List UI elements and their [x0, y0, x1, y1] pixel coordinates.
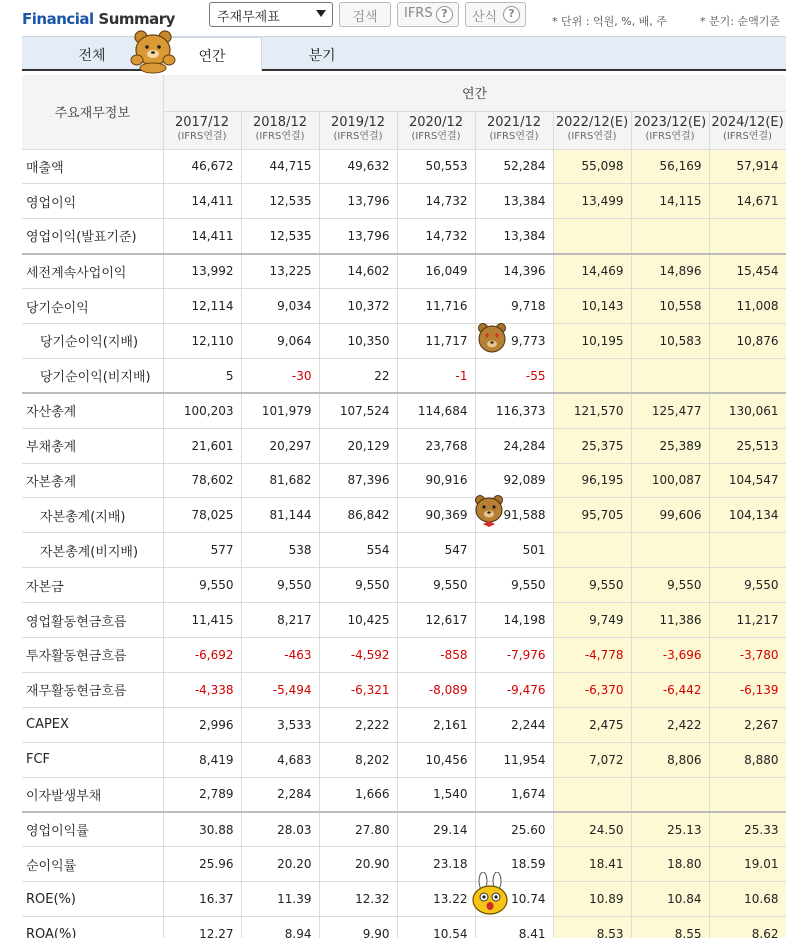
table-cell: 100,087: [631, 463, 709, 498]
table-row: [22, 882, 786, 917]
statement-select-value: 주재무제표: [217, 10, 280, 25]
table-cell: 92,089: [475, 463, 553, 498]
table-cell: 99,606: [631, 498, 709, 533]
table-cell: -7,976: [475, 637, 553, 672]
table-cell: 13,796: [319, 219, 397, 254]
table-cell: 125,477: [631, 393, 709, 428]
table-row: [22, 184, 786, 219]
year-basis-label: (IFRS연결): [333, 131, 383, 142]
table-cell: 10,195: [553, 323, 631, 358]
year-column-header: [475, 111, 553, 149]
financial-summary-table: [22, 75, 786, 938]
top-bar: [0, 0, 806, 36]
table-cell: 13,499: [553, 184, 631, 219]
table-cell: [709, 777, 786, 812]
table-cell: 10,143: [553, 289, 631, 324]
row-label: 영업활동현금흐름: [22, 603, 163, 638]
table-cell: 4,683: [241, 742, 319, 777]
table-cell: -55: [475, 358, 553, 393]
rabbit-mascot-icon: [468, 872, 512, 918]
row-label: 당기순이익(지배): [22, 323, 163, 358]
chevron-down-icon: [316, 10, 326, 17]
table-cell: 25.33: [709, 812, 786, 847]
row-label: 세전계속사업이익: [22, 254, 163, 289]
table-cell: 55,098: [553, 149, 631, 184]
table-cell: 29.14: [397, 812, 475, 847]
table-cell: [553, 533, 631, 568]
table-cell: -6,321: [319, 672, 397, 707]
row-label: 자산총계: [22, 393, 163, 428]
table-cell: 9,550: [709, 568, 786, 603]
table-cell: 547: [397, 533, 475, 568]
table-cell: 14,115: [631, 184, 709, 219]
table-cell: 9,749: [553, 603, 631, 638]
row-label: 영업이익(발표기준): [22, 219, 163, 254]
table-cell: 501: [475, 533, 553, 568]
table-cell: 14,469: [553, 254, 631, 289]
year-label: 2021/12: [486, 115, 541, 130]
heart-eyes-bear-icon: [476, 322, 508, 356]
table-cell: 10.68: [709, 882, 786, 917]
table-cell: 11,415: [163, 603, 241, 638]
table-cell: 52,284: [475, 149, 553, 184]
table-row: [22, 637, 786, 672]
row-label: ROA(%): [22, 917, 163, 938]
table-cell: 25.60: [475, 812, 553, 847]
year-label: 2023/12(E): [633, 115, 707, 130]
table-cell: 1,666: [319, 777, 397, 812]
table-row: [22, 777, 786, 812]
table-cell: 14,732: [397, 219, 475, 254]
table-cell: 9,773: [475, 323, 553, 358]
year-column-header: [553, 111, 631, 149]
table-cell: 21,601: [163, 428, 241, 463]
table-row: [22, 533, 786, 568]
row-label: 이자발생부채: [22, 777, 163, 812]
table-cell: 11.39: [241, 882, 319, 917]
table-cell: 30.88: [163, 812, 241, 847]
table-cell: 1,674: [475, 777, 553, 812]
table-cell: 13,384: [475, 219, 553, 254]
unit-note: * 단위 : 억원, %, 배, 주: [552, 15, 667, 28]
table-cell: 25,389: [631, 428, 709, 463]
table-cell: [631, 777, 709, 812]
table-cell: 100,203: [163, 393, 241, 428]
table-cell: 10,456: [397, 742, 475, 777]
table-cell: 104,547: [709, 463, 786, 498]
year-column-header: [631, 111, 709, 149]
quarter-note: * 분기: 순액기준: [700, 15, 780, 28]
table-cell: 15,454: [709, 254, 786, 289]
row-label: 영업이익: [22, 184, 163, 219]
table-cell: 22: [319, 358, 397, 393]
search-button[interactable]: 검색: [339, 2, 391, 27]
year-column-header: [163, 111, 241, 149]
table-cell: 2,267: [709, 707, 786, 742]
table-cell: 25,375: [553, 428, 631, 463]
table-row: [22, 672, 786, 707]
table-cell: 10,425: [319, 603, 397, 638]
table-cell: [631, 533, 709, 568]
table-cell: 9.90: [319, 917, 397, 938]
label-column-header: 주요재무정보: [22, 75, 163, 149]
table-cell: 13.22: [397, 882, 475, 917]
table-cell: 7,072: [553, 742, 631, 777]
table-cell: 9,550: [241, 568, 319, 603]
year-label: 2019/12: [330, 115, 385, 130]
row-label: 부채총계: [22, 428, 163, 463]
help-icon: ?: [503, 6, 520, 23]
row-label: 자본금: [22, 568, 163, 603]
table-cell: -1: [397, 358, 475, 393]
table-cell: 96,195: [553, 463, 631, 498]
table-cell: [553, 358, 631, 393]
table-cell: 56,169: [631, 149, 709, 184]
table-cell: 9,550: [475, 568, 553, 603]
table-cell: 9,064: [241, 323, 319, 358]
table-cell: 20.90: [319, 847, 397, 882]
table-cell: 11,008: [709, 289, 786, 324]
table-cell: 2,422: [631, 707, 709, 742]
formula-button[interactable]: [465, 2, 526, 27]
table-cell: 14,602: [319, 254, 397, 289]
table-cell: 87,396: [319, 463, 397, 498]
table-cell: -463: [241, 637, 319, 672]
table-cell: -4,338: [163, 672, 241, 707]
row-label: CAPEX: [22, 707, 163, 742]
table-cell: 11,716: [397, 289, 475, 324]
table-cell: 104,134: [709, 498, 786, 533]
year-label: 2024/12(E): [711, 115, 784, 130]
table-cell: 12,110: [163, 323, 241, 358]
table-cell: 57,914: [709, 149, 786, 184]
table-cell: 2,161: [397, 707, 475, 742]
table-row: [22, 254, 786, 289]
table-cell: 16.37: [163, 882, 241, 917]
table-cell: 10.89: [553, 882, 631, 917]
table-cell: 8.53: [553, 917, 631, 938]
table-cell: 8.41: [475, 917, 553, 938]
table-cell: 10,372: [319, 289, 397, 324]
table-cell: -6,692: [163, 637, 241, 672]
brand-part2: Summary: [98, 10, 175, 28]
table-cell: 14,671: [709, 184, 786, 219]
table-cell: 90,369: [397, 498, 475, 533]
table-cell: 12.27: [163, 917, 241, 938]
row-label: 자본총계(비지배): [22, 533, 163, 568]
table-cell: 13,796: [319, 184, 397, 219]
table-cell: 13,225: [241, 254, 319, 289]
table-cell: 2,996: [163, 707, 241, 742]
table-cell: -8,089: [397, 672, 475, 707]
year-basis-label: (IFRS연결): [567, 131, 617, 142]
ifrs-button[interactable]: [397, 2, 459, 27]
table-cell: 18.41: [553, 847, 631, 882]
ifrs-button-label: IFRS: [404, 6, 433, 21]
table-cell: 12.32: [319, 882, 397, 917]
help-icon: ?: [436, 6, 453, 23]
table-cell: 14,411: [163, 219, 241, 254]
table-cell: 11,717: [397, 323, 475, 358]
bear-bowtie-icon: [473, 494, 505, 530]
table-cell: 11,217: [709, 603, 786, 638]
table-cell: 5: [163, 358, 241, 393]
table-cell: 24.50: [553, 812, 631, 847]
table-cell: [709, 533, 786, 568]
year-basis-label: (IFRS연결): [177, 131, 227, 142]
formula-button-label: 산식: [472, 10, 498, 25]
row-label: 영업이익률: [22, 812, 163, 847]
table-cell: 9,550: [631, 568, 709, 603]
table-row: [22, 289, 786, 324]
table-cell: 78,602: [163, 463, 241, 498]
table-cell: 12,535: [241, 219, 319, 254]
table-cell: 9,550: [163, 568, 241, 603]
year-basis-label: (IFRS연결): [489, 131, 539, 142]
table-row: [22, 603, 786, 638]
table-cell: 11,386: [631, 603, 709, 638]
table-row: [22, 742, 786, 777]
table-cell: 95,705: [553, 498, 631, 533]
table-cell: 11,954: [475, 742, 553, 777]
table-cell: 12,114: [163, 289, 241, 324]
table-cell: 116,373: [475, 393, 553, 428]
table-cell: 18.59: [475, 847, 553, 882]
table-row: [22, 707, 786, 742]
table-cell: 14,411: [163, 184, 241, 219]
table-cell: -9,476: [475, 672, 553, 707]
table-cell: 10.74: [475, 882, 553, 917]
table-cell: 577: [163, 533, 241, 568]
table-cell: 23.18: [397, 847, 475, 882]
table-cell: 20.20: [241, 847, 319, 882]
table-cell: [709, 219, 786, 254]
table-row: [22, 219, 786, 254]
table-row: [22, 149, 786, 184]
table-cell: 27.80: [319, 812, 397, 847]
table-cell: 49,632: [319, 149, 397, 184]
table-cell: -3,780: [709, 637, 786, 672]
table-row: [22, 323, 786, 358]
table-cell: 81,682: [241, 463, 319, 498]
table-cell: 10,583: [631, 323, 709, 358]
table-cell: 130,061: [709, 393, 786, 428]
annual-group-header: 연간: [163, 75, 786, 111]
table-cell: 2,284: [241, 777, 319, 812]
year-column-header: [397, 111, 475, 149]
row-label: 매출액: [22, 149, 163, 184]
table-row: [22, 393, 786, 428]
table-cell: 8.62: [709, 917, 786, 938]
table-cell: -5,494: [241, 672, 319, 707]
table-cell: 1,540: [397, 777, 475, 812]
year-label: 2018/12: [252, 115, 307, 130]
bear-mascot-icon: [128, 28, 178, 74]
table-cell: -858: [397, 637, 475, 672]
table-cell: 81,144: [241, 498, 319, 533]
table-row: [22, 463, 786, 498]
table-cell: -4,592: [319, 637, 397, 672]
row-label: 재무활동현금흐름: [22, 672, 163, 707]
table-cell: 114,684: [397, 393, 475, 428]
table-cell: 8.94: [241, 917, 319, 938]
table-cell: -6,370: [553, 672, 631, 707]
table-cell: 78,025: [163, 498, 241, 533]
table-cell: 554: [319, 533, 397, 568]
table-cell: 14,396: [475, 254, 553, 289]
table-cell: 10.84: [631, 882, 709, 917]
table-cell: 12,535: [241, 184, 319, 219]
row-label: FCF: [22, 742, 163, 777]
table-cell: [631, 358, 709, 393]
table-cell: 121,570: [553, 393, 631, 428]
table-cell: 50,553: [397, 149, 475, 184]
table-cell: [631, 219, 709, 254]
table-cell: 20,297: [241, 428, 319, 463]
table-row: [22, 812, 786, 847]
table-cell: [553, 777, 631, 812]
table-cell: 28.03: [241, 812, 319, 847]
table-cell: 25.13: [631, 812, 709, 847]
table-cell: 9,718: [475, 289, 553, 324]
table-cell: 9,550: [397, 568, 475, 603]
row-label: 자본총계: [22, 463, 163, 498]
tab-annual[interactable]: 연간: [162, 37, 262, 71]
table-cell: 23,768: [397, 428, 475, 463]
tab-quarterly[interactable]: 분기: [308, 48, 336, 64]
row-label: 순이익률: [22, 847, 163, 882]
table-cell: 2,475: [553, 707, 631, 742]
table-cell: 8,806: [631, 742, 709, 777]
table-cell: 19.01: [709, 847, 786, 882]
table-cell: 14,732: [397, 184, 475, 219]
year-column-header: [709, 111, 786, 149]
year-basis-label: (IFRS연결): [722, 131, 773, 142]
table-cell: -6,139: [709, 672, 786, 707]
year-basis-label: (IFRS연결): [411, 131, 461, 142]
table-cell: 2,222: [319, 707, 397, 742]
table-row: [22, 917, 786, 938]
table-cell: 91,588: [475, 498, 553, 533]
brand-part1: Financial: [22, 10, 94, 28]
table-cell: 101,979: [241, 393, 319, 428]
row-label: 자본총계(지배): [22, 498, 163, 533]
table-cell: 8,419: [163, 742, 241, 777]
table-cell: -6,442: [631, 672, 709, 707]
table-cell: [709, 358, 786, 393]
table-cell: 90,916: [397, 463, 475, 498]
year-column-header: [319, 111, 397, 149]
table-cell: 538: [241, 533, 319, 568]
table-cell: 9,034: [241, 289, 319, 324]
table-cell: 10,876: [709, 323, 786, 358]
table-cell: 25,513: [709, 428, 786, 463]
row-label: 당기순이익: [22, 289, 163, 324]
row-label: ROE(%): [22, 882, 163, 917]
table-row: [22, 847, 786, 882]
year-basis-label: (IFRS연결): [645, 131, 695, 142]
row-label: 투자활동현금흐름: [22, 637, 163, 672]
table-cell: 8,880: [709, 742, 786, 777]
table-cell: 13,384: [475, 184, 553, 219]
table-cell: 16,049: [397, 254, 475, 289]
table-cell: 10,558: [631, 289, 709, 324]
table-cell: 10.54: [397, 917, 475, 938]
page-title: [22, 10, 175, 28]
table-cell: 8.55: [631, 917, 709, 938]
year-basis-label: (IFRS연결): [255, 131, 305, 142]
table-cell: 9,550: [553, 568, 631, 603]
year-label: 2020/12: [408, 115, 463, 130]
table-cell: 2,244: [475, 707, 553, 742]
table-cell: 46,672: [163, 149, 241, 184]
tab-all[interactable]: 전체: [78, 48, 106, 64]
table-cell: 24,284: [475, 428, 553, 463]
row-label: 당기순이익(비지배): [22, 358, 163, 393]
table-row: [22, 428, 786, 463]
table-cell: 2,789: [163, 777, 241, 812]
table-cell: 13,992: [163, 254, 241, 289]
table-cell: 9,550: [319, 568, 397, 603]
table-cell: 20,129: [319, 428, 397, 463]
year-label: 2022/12(E): [555, 115, 629, 130]
table-cell: -4,778: [553, 637, 631, 672]
table-cell: 12,617: [397, 603, 475, 638]
table-cell: 14,198: [475, 603, 553, 638]
table-cell: -3,696: [631, 637, 709, 672]
table-cell: 25.96: [163, 847, 241, 882]
table-cell: 18.80: [631, 847, 709, 882]
year-label: 2017/12: [174, 115, 229, 130]
year-column-header: [241, 111, 319, 149]
table-cell: -30: [241, 358, 319, 393]
table-cell: 44,715: [241, 149, 319, 184]
table-cell: 8,217: [241, 603, 319, 638]
table-cell: 107,524: [319, 393, 397, 428]
table-cell: 8,202: [319, 742, 397, 777]
table-cell: 86,842: [319, 498, 397, 533]
table-row: [22, 568, 786, 603]
table-cell: 3,533: [241, 707, 319, 742]
table-row: [22, 498, 786, 533]
table-cell: 10,350: [319, 323, 397, 358]
table-row: [22, 358, 786, 393]
table-cell: 14,896: [631, 254, 709, 289]
table-cell: [553, 219, 631, 254]
statement-select[interactable]: [209, 2, 333, 27]
